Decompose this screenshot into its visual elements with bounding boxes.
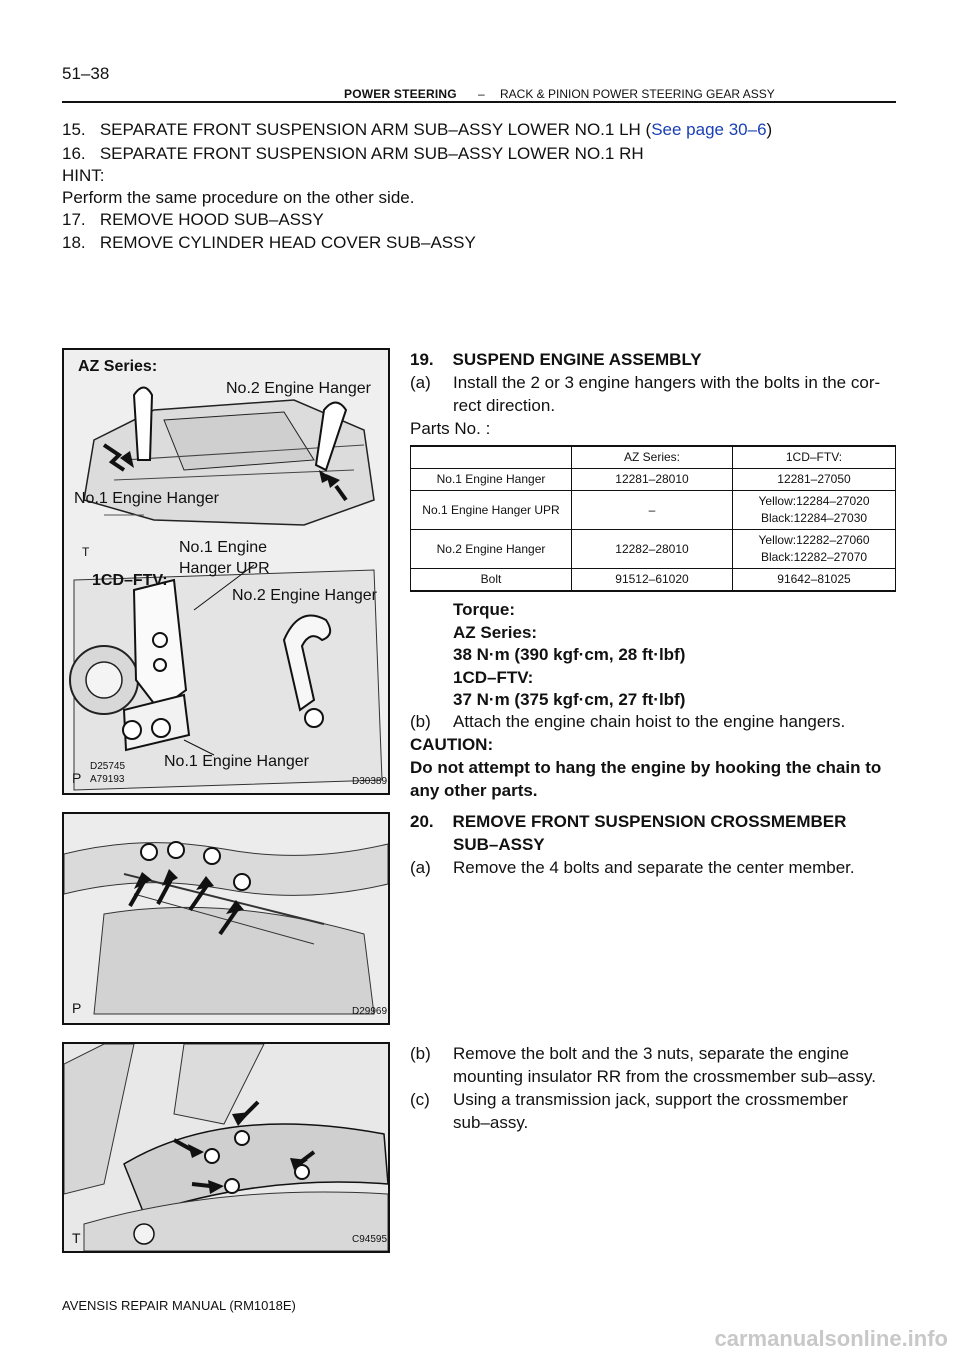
- torque-label: Torque:: [453, 600, 516, 619]
- parts-number-table: [410, 445, 896, 592]
- figure-code-left-1: D25745: [90, 761, 126, 772]
- step-19-b-label: (b): [410, 712, 431, 731]
- figure2-code: D29969: [352, 1006, 388, 1017]
- no1-engine-hanger-upr-line2: Hanger UPR: [179, 560, 270, 577]
- step-18: 18. REMOVE CYLINDER HEAD COVER SUB–ASSY: [62, 233, 476, 252]
- step-19-b-text: Attach the engine chain hoist to the engine hangers.: [453, 712, 846, 731]
- step-20-a-label: (a): [410, 858, 431, 877]
- 1cd-ftv-label: 1CD–FTV:: [92, 572, 168, 589]
- step-20-b-line1: Remove the bolt and the 3 nuts, separate the engine: [453, 1044, 849, 1063]
- figure-code-left-2: A79193: [90, 774, 125, 785]
- parts-no-label: Parts No. :: [410, 419, 491, 438]
- step-15: 15. SEPARATE FRONT SUSPENSION ARM SUB–ASSY LOWER NO.1 LH (See page 30–6): [62, 120, 773, 139]
- table-row: [411, 469, 896, 491]
- table-cell: No.2 Engine Hanger: [411, 530, 572, 569]
- step-20-title-line1: 20. REMOVE FRONT SUSPENSION CROSSMEMBER: [410, 812, 847, 831]
- figure-code-right: D30389: [352, 776, 388, 787]
- section-title: POWER STEERING: [344, 87, 457, 101]
- step-20-title-line2: SUB–ASSY: [453, 835, 545, 854]
- table-cell: 12281–27050: [733, 469, 896, 491]
- table-header: [411, 446, 572, 469]
- engine-hanger-illustration: [62, 348, 390, 795]
- torque-cd-label: 1CD–FTV:: [453, 668, 534, 687]
- footer-text: AVENSIS REPAIR MANUAL (RM1018E): [62, 1298, 296, 1313]
- crossmember-illustration: [62, 1042, 390, 1253]
- step-20-c-label: (c): [410, 1090, 430, 1109]
- table-cell: 12281–28010: [572, 469, 733, 491]
- section-separator: –: [478, 87, 485, 101]
- crossmember-drawing: [64, 1044, 388, 1251]
- table-cell: No.1 Engine Hanger: [411, 469, 572, 491]
- torque-az-value: 38 N·m (390 kgf·cm, 28 ft·lbf): [453, 645, 686, 664]
- table-cell: 12282–28010: [572, 530, 733, 569]
- table-cell: 91642–81025: [733, 569, 896, 592]
- p-marker-label: P: [72, 770, 82, 786]
- step-17: 17. REMOVE HOOD SUB–ASSY: [62, 210, 324, 229]
- no1-engine-hanger-label-top: No.1 Engine Hanger: [74, 490, 219, 507]
- subsection-title: RACK & PINION POWER STEERING GEAR ASSY: [500, 87, 775, 101]
- step-19-a-line1: Install the 2 or 3 engine hangers with the bolts in the cor-: [453, 373, 881, 392]
- az-series-label: AZ Series:: [78, 358, 158, 375]
- step-19-title: 19. SUSPEND ENGINE ASSEMBLY: [410, 350, 702, 369]
- page-number: 51–38: [62, 64, 110, 83]
- figure3-code: C94595: [352, 1234, 388, 1245]
- hint-text: Perform the same procedure on the other side.: [62, 188, 415, 207]
- step-20-c-line2: sub–assy.: [453, 1113, 529, 1132]
- table-header: 1CD–FTV:: [733, 446, 896, 469]
- table-cell: No.1 Engine Hanger UPR: [411, 491, 572, 530]
- center-member-drawing: [64, 814, 388, 1023]
- table-header: AZ Series:: [572, 446, 733, 469]
- table-cell: –: [572, 491, 733, 530]
- step-20-c-line1: Using a transmission jack, support the crossmember: [453, 1090, 848, 1109]
- no2-engine-hanger-label-bottom: No.2 Engine Hanger: [232, 587, 377, 604]
- step-16: 16. SEPARATE FRONT SUSPENSION ARM SUB–ASSY LOWER NO.1 RH: [62, 144, 644, 163]
- caution-line2: any other parts.: [410, 781, 538, 800]
- no1-engine-hanger-label-bottom: No.1 Engine Hanger: [164, 753, 309, 770]
- step-19-a-label: (a): [410, 373, 431, 392]
- table-cell: Yellow:12282–27060 Black:12282–27070: [733, 530, 896, 569]
- table-cell: Bolt: [411, 569, 572, 592]
- table-row: [411, 569, 896, 592]
- see-page-link[interactable]: See page 30–6: [651, 120, 767, 139]
- step-19-a-line2: rect direction.: [453, 396, 556, 415]
- table-cell: Yellow:12284–27020 Black:12284–27030: [733, 491, 896, 530]
- caution-line1: Do not attempt to hang the engine by hooking the chain to: [410, 758, 882, 777]
- no2-engine-hanger-label-top: No.2 Engine Hanger: [226, 380, 371, 397]
- hint-label: HINT:: [62, 166, 105, 185]
- header-rule: [62, 101, 896, 103]
- caution-label: CAUTION:: [410, 735, 494, 754]
- torque-cd-value: 37 N·m (375 kgf·cm, 27 ft·lbf): [453, 690, 686, 709]
- table-row: [411, 491, 896, 530]
- torque-az-label: AZ Series:: [453, 623, 538, 642]
- figure2-marker: P: [72, 1000, 82, 1016]
- step-20-a-text: Remove the 4 bolts and separate the center member.: [453, 858, 855, 877]
- center-member-illustration: [62, 812, 390, 1025]
- no1-engine-hanger-upr-line1: No.1 Engine: [179, 539, 268, 556]
- watermark: carmanualsonline.info: [714, 1326, 948, 1351]
- step-20-b-line2: mounting insulator RR from the crossmember sub–assy.: [453, 1067, 876, 1086]
- t-marker-label: T: [82, 545, 90, 559]
- table-row: [411, 530, 896, 569]
- step-20-b-label: (b): [410, 1044, 431, 1063]
- table-cell: 91512–61020: [572, 569, 733, 592]
- figure3-marker: T: [72, 1230, 81, 1246]
